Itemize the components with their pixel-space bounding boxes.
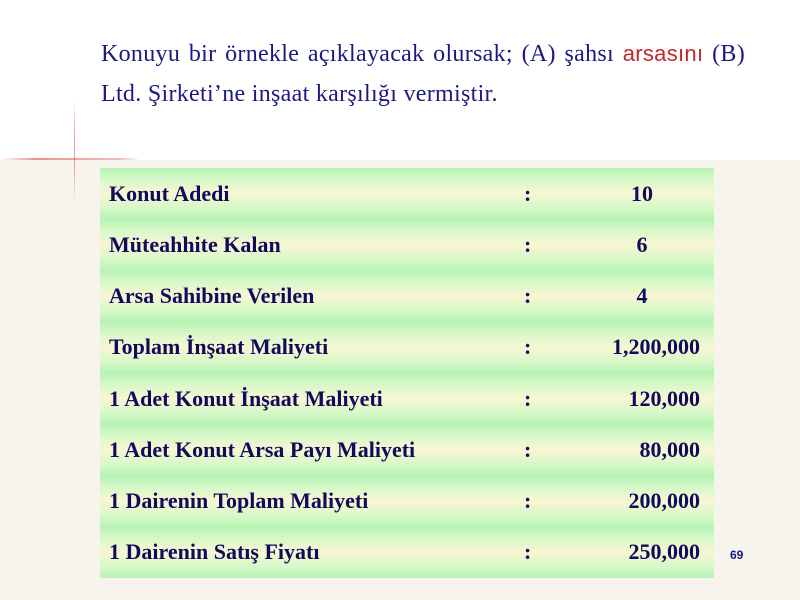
row-label: Arsa Sahibine Verilen: [109, 283, 315, 309]
row-label: Konut Adedi: [109, 180, 230, 206]
row-colon: :: [524, 283, 532, 309]
table-row: [100, 219, 714, 270]
row-value: 80,000: [639, 436, 700, 462]
decorative-vertical-line: [74, 98, 75, 200]
intro-highlight: arsasını: [622, 41, 704, 66]
row-value: 4: [636, 283, 648, 309]
row-colon: :: [524, 488, 532, 514]
row-colon: :: [524, 231, 532, 257]
cost-table: [100, 168, 714, 578]
table-row: [100, 424, 714, 475]
row-colon: :: [524, 334, 532, 360]
row-value: 10: [631, 180, 653, 206]
row-colon: :: [524, 385, 532, 411]
row-value: 120,000: [628, 385, 700, 411]
row-label: Toplam İnşaat Maliyeti: [109, 334, 329, 360]
row-label: 1 Dairenin Toplam Maliyeti: [109, 488, 369, 514]
table-row: [100, 527, 714, 578]
intro-text-start: Konuyu bir örnekle açıklayacak olursak; (A) şahsı: [101, 41, 623, 67]
row-colon: :: [524, 539, 532, 565]
row-value: 6: [636, 231, 648, 257]
table-row: [100, 373, 714, 424]
table-row: [100, 271, 714, 322]
row-value: 200,000: [628, 488, 700, 514]
page-number: 69: [730, 548, 744, 562]
row-colon: :: [524, 180, 532, 206]
row-label: 1 Adet Konut İnşaat Maliyeti: [109, 385, 383, 411]
row-label: 1 Adet Konut Arsa Payı Maliyeti: [109, 436, 416, 462]
row-label: 1 Dairenin Satış Fiyatı: [109, 539, 320, 565]
table-row: [100, 168, 714, 219]
row-value: 1,200,000: [612, 334, 700, 360]
decorative-horizontal-line: [0, 158, 140, 160]
table-row: [100, 322, 714, 373]
row-value: 250,000: [628, 539, 700, 565]
intro-paragraph: [101, 34, 745, 114]
table-row: [100, 476, 714, 527]
intro-text-end: (B) Ltd. Şirketi’ne inşaat karşılığı vermiştir.: [101, 41, 745, 107]
row-colon: :: [524, 436, 532, 462]
row-label: Müteahhite Kalan: [109, 231, 281, 257]
